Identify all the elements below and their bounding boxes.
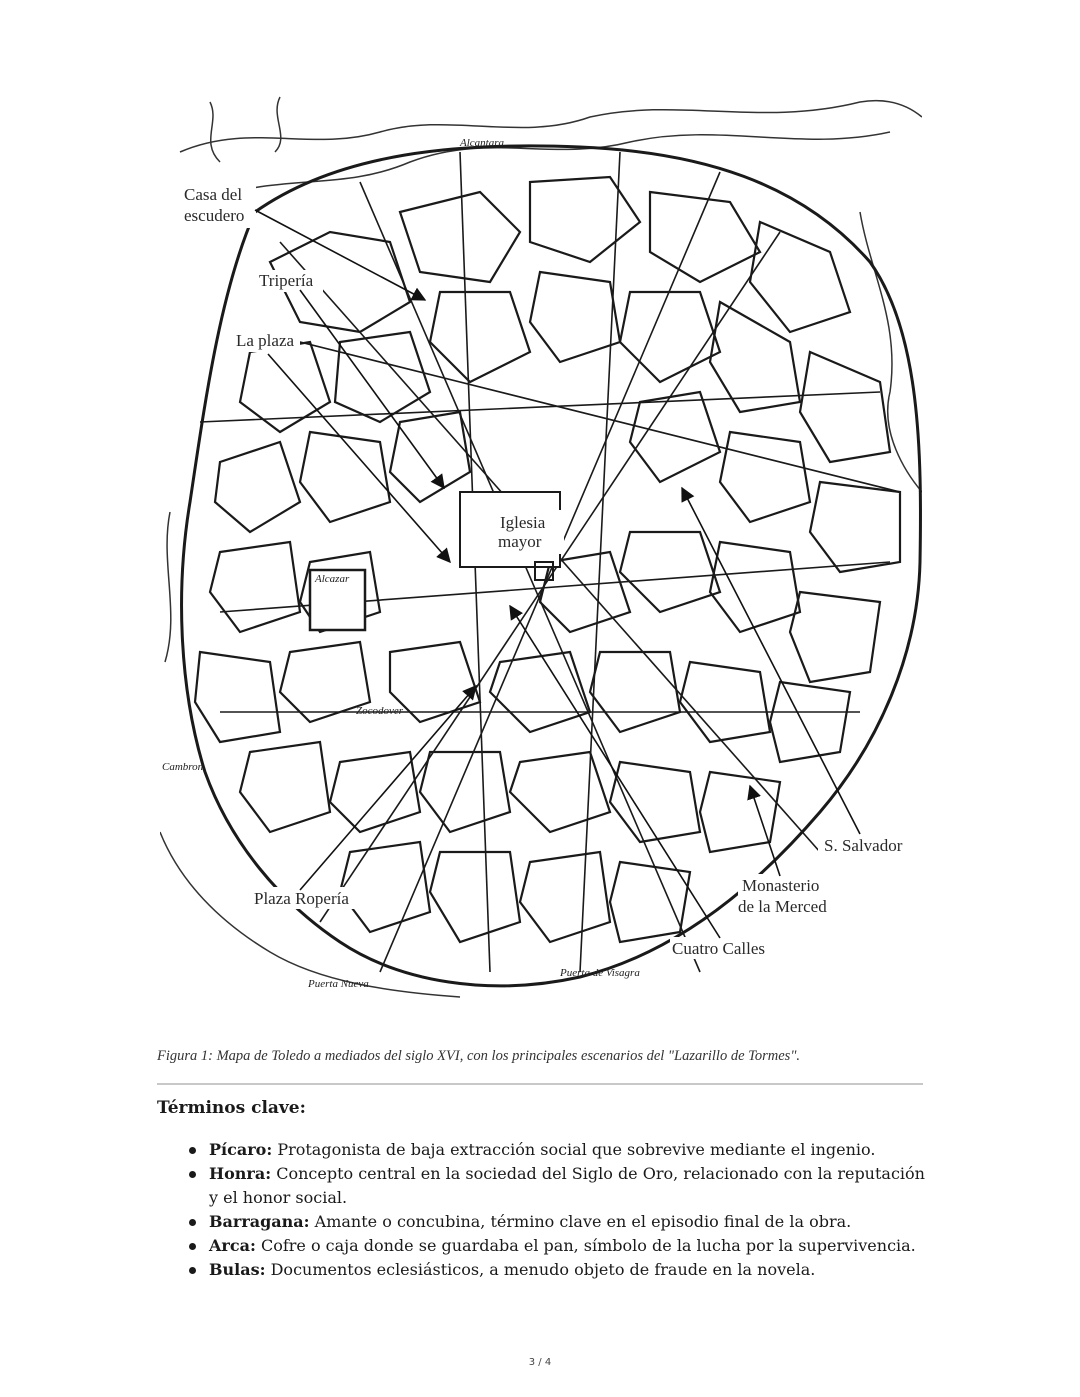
list-item (187, 1234, 927, 1258)
label-alcantara: Alcantara (460, 137, 504, 149)
terms-heading: Términos clave: (157, 1098, 306, 1118)
toledo-map (160, 92, 922, 1008)
caption-divider (157, 1083, 923, 1085)
arrow-triperia (300, 290, 444, 488)
terms-list (187, 1138, 927, 1282)
list-item (187, 1258, 927, 1282)
label-casa-del-escudero-1: Casa del (184, 185, 243, 204)
arrow-monasterio (750, 786, 780, 876)
toledo-map-drawing (160, 92, 922, 1008)
list-item (187, 1162, 927, 1210)
term-definition: Protagonista de baja extracción social que sobrevive mediante el ingenio. (272, 1140, 876, 1159)
label-cambron: Cambron (162, 761, 204, 773)
term-definition: Cofre o caja donde se guardaba el pan, símbolo de la lucha por la supervivencia. (255, 1236, 916, 1255)
term-name: Arca: (209, 1236, 256, 1255)
label-monasterio-1: Monasterio (742, 876, 820, 895)
label-puerta-nueva: Puerta Nueva (308, 978, 369, 990)
term-definition: Documentos eclesiásticos, a menudo objeto de fraude en la novela. (265, 1260, 816, 1279)
label-iglesia-mayor-1: Iglesia (500, 513, 546, 532)
label-cuatro-calles: Cuatro Calles (672, 939, 766, 958)
label-plaza-roperia: Plaza Ropería (254, 889, 349, 908)
label-puerta-visagra: Puerta de Visagra (560, 967, 640, 979)
term-definition: Concepto central en la sociedad del Siglo de Oro, relacionado con la reputación y el honor social. (209, 1164, 925, 1207)
figure-caption: Figura 1: Mapa de Toledo a mediados del siglo XVI, con los principales escenarios del "Lazarillo de Tormes". (157, 1048, 801, 1064)
label-casa-del-escudero-2: escudero (184, 206, 245, 225)
label-zocodover: Zocodover (356, 705, 404, 717)
arrow-s-salvador (682, 488, 860, 834)
label-iglesia-mayor-2: mayor (498, 532, 542, 551)
list-item (187, 1138, 927, 1162)
term-name: Bulas: (209, 1260, 266, 1279)
label-triperia: Tripería (259, 271, 314, 290)
label-la-plaza: La plaza (236, 331, 295, 350)
label-alcazar: Alcazar (315, 573, 350, 585)
page-number: 3 / 4 (528, 1357, 552, 1368)
term-definition: Amante o concubina, término clave en el episodio final de la obra. (309, 1212, 852, 1231)
term-name: Honra: (209, 1164, 272, 1183)
term-name: Pícaro: (209, 1140, 273, 1159)
label-s-salvador: S. Salvador (824, 836, 903, 855)
list-item (187, 1210, 927, 1234)
term-name: Barragana: (209, 1212, 310, 1231)
label-monasterio-2: de la Merced (738, 897, 827, 916)
